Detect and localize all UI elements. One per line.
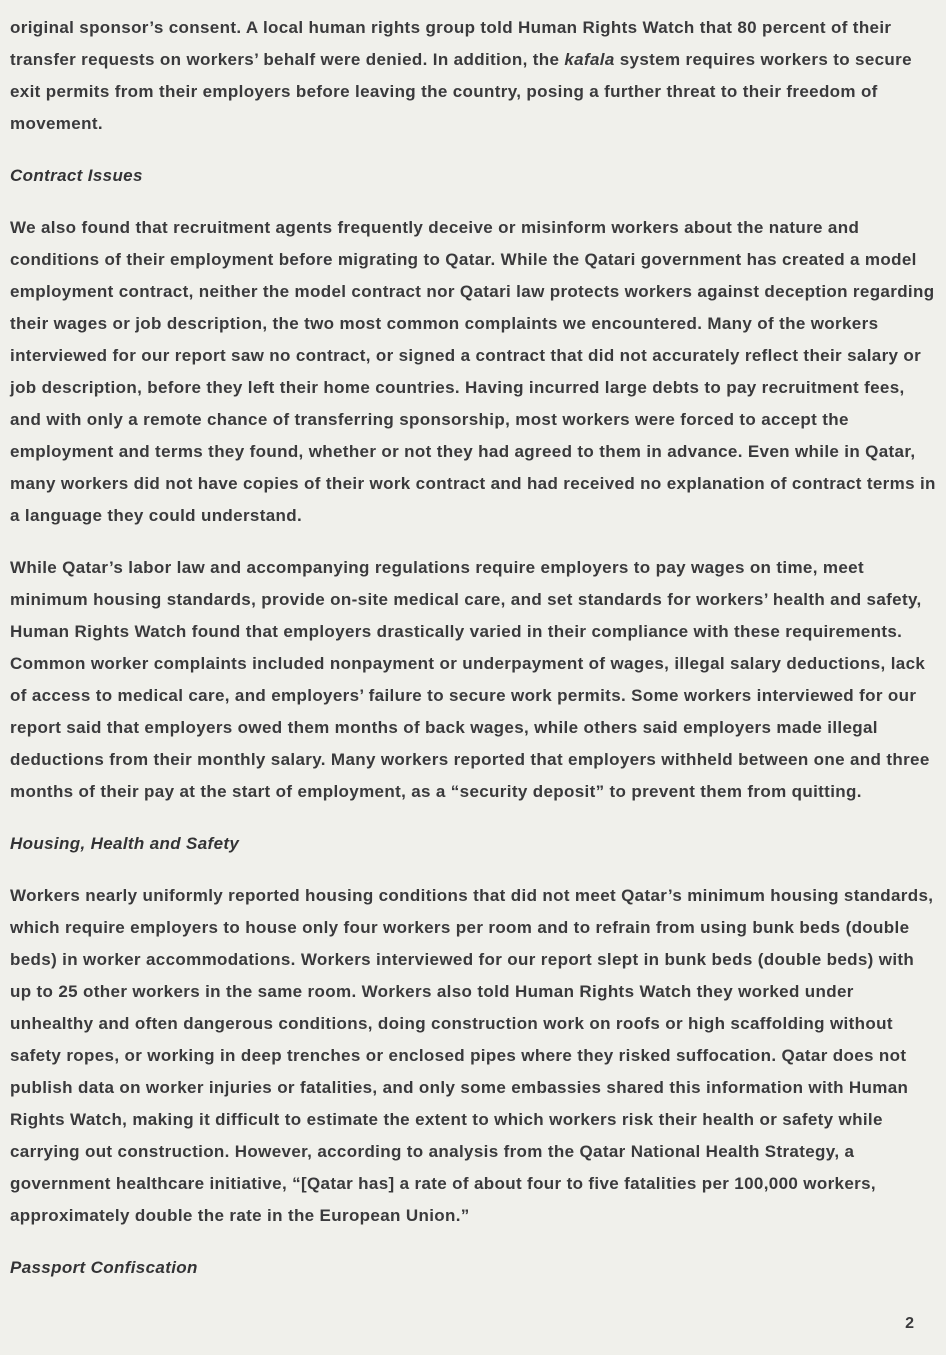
heading-contract-issues: Contract Issues (10, 166, 143, 185)
page-number: 2 (905, 1315, 914, 1332)
paragraph-contract-1: We also found that recruitment agents frequently deceive or misinform workers about the nature and conditions of their employment before migrating to Qatar. While the Qatari government has created a model employment contract, neither the model contract nor Qatari law protects workers against deception regarding their wages or job description, the two most common complaints we encountered. Many of the workers interviewed for our report saw no contract, or signed a contract that did not accurately reflect their salary or job description, before they left their home countries. Having incurred large debts to pay recruitment fees, and with only a remote chance of transferring sponsorship, most workers were forced to accept the employment and terms they found, whether or not they had agreed to them in advance. Even while in Qatar, many workers did not have copies of their work contract and had received no explanation of contract terms in a language they could understand. (10, 218, 936, 525)
paragraph-intro-text-before: original sponsor’s consent. A local human rights group told Human Rights Watch that 80 percent of their transfer requests on workers’ behalf were denied. In addition, the (10, 18, 892, 69)
heading-housing-health-safety: Housing, Health and Safety (10, 834, 240, 853)
heading-passport-confiscation: Passport Confiscation (10, 1258, 198, 1277)
paragraph-intro-text-after: system requires workers to secure exit permits from their employers before leaving the country, posing a further threat to their freedom of movement. (10, 50, 912, 133)
paragraph-housing: Workers nearly uniformly reported housing conditions that did not meet Qatar’s minimum housing standards, which require employers to house only four workers per room and to refrain from using bunk beds (double beds) in worker accommodations. Workers interviewed for our report slept in bunk beds (double beds) with up to 25 other workers in the same room. Workers also told Human Rights Watch they worked under unhealthy and often dangerous conditions, doing construction work on roofs or high scaffolding without safety ropes, or working in deep trenches or enclosed pipes where they risked suffocation. Qatar does not publish data on worker injuries or fatalities, and only some embassies shared this information with Human Rights Watch, making it difficult to estimate the extent to which workers risk their health or safety while carrying out construction. However, according to analysis from the Qatar National Health Strategy, a government healthcare initiative, “[Qatar has] a rate of about four to five fatalities per 100,000 workers, approximately double the rate in the European Union.” (10, 886, 934, 1225)
paragraph-contract-2: While Qatar’s labor law and accompanying regulations require employers to pay wages on time, meet minimum housing standards, provide on-site medical care, and set standards for workers’ health and safety, Human Rights Watch found that employers drastically varied in their compliance with these requirements. Common worker complaints included nonpayment or underpayment of wages, illegal salary deductions, lack of access to medical care, and employers’ failure to secure work permits. Some workers interviewed for our report said that employers owed them months of back wages, while others said employers made illegal deductions from their monthly salary. Many workers reported that employers withheld between one and three months of their pay at the start of employment, as a “security deposit” to prevent them from quitting. (10, 558, 930, 801)
kafala-italic-term: kafala (564, 50, 615, 69)
paragraph-intro (10, 12, 936, 140)
